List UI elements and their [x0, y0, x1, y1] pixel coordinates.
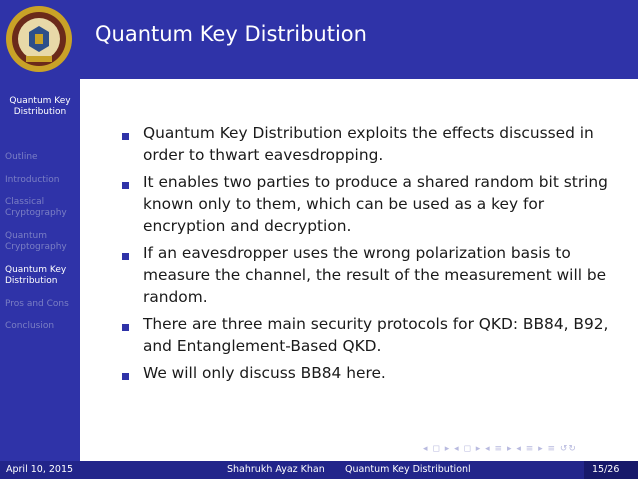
- bullet-text: Quantum Key Distribution exploits the effects discussed in order to thwart eavesdropping.: [143, 124, 594, 164]
- bullet-text: There are three main security protocols for QKD: BB84, B92, and Entanglement-Based QKD.: [143, 315, 609, 355]
- sidebar-item-quantum-cryptography[interactable]: Quantum Cryptography: [5, 231, 67, 252]
- sidebar-item-pros-and-cons[interactable]: Pros and Cons: [5, 299, 69, 309]
- bullet-text: We will only discuss BB84 here.: [143, 364, 386, 382]
- sidebar-item-conclusion[interactable]: Conclusion: [5, 321, 55, 331]
- bullet-text: It enables two parties to produce a shared random bit string known only to them, which can be used as a key for encryption and decryption.: [143, 173, 608, 235]
- bullet-item: [120, 313, 620, 357]
- bullet-item: [120, 122, 620, 166]
- sidebar-item-outline[interactable]: Outline: [5, 152, 38, 162]
- sidebar-item-classical-cryptography[interactable]: Classical Cryptography: [5, 197, 67, 218]
- footer-date: April 10, 2015: [6, 464, 74, 475]
- bullet-square-icon: [122, 182, 129, 189]
- footer-bar: [0, 461, 638, 479]
- bullet-item: [120, 171, 620, 237]
- header-bar: [0, 0, 638, 79]
- beamer-navigation-icons[interactable]: ◂ ◻ ▸ ◂ ◻ ▸ ◂ ≡ ▸ ◂ ≡ ▸ ≡ ↺↻: [423, 444, 577, 454]
- bullet-square-icon: [122, 253, 129, 260]
- frame-title: Quantum Key Distribution: [95, 22, 367, 46]
- bullet-square-icon: [122, 373, 129, 380]
- footer-title: Quantum Key Distributionl: [345, 464, 471, 475]
- university-seal-logo: [4, 4, 74, 74]
- sidebar-item-introduction[interactable]: Introduction: [5, 175, 60, 185]
- bullet-item: [120, 362, 620, 384]
- slide-content: [120, 122, 620, 389]
- bullet-square-icon: [122, 324, 129, 331]
- footer-author: Shahrukh Ayaz Khan: [227, 464, 325, 475]
- bullet-square-icon: [122, 133, 129, 140]
- page-number: 15/26: [584, 461, 638, 479]
- sidebar-item-quantum-key-distribution[interactable]: Quantum Key Distribution: [5, 265, 67, 286]
- sidebar-title: Quantum Key Distribution: [9, 96, 71, 117]
- bullet-item: [120, 242, 620, 308]
- bullet-text: If an eavesdropper uses the wrong polarization basis to measure the channel, the result of the measurement will be random.: [143, 244, 607, 306]
